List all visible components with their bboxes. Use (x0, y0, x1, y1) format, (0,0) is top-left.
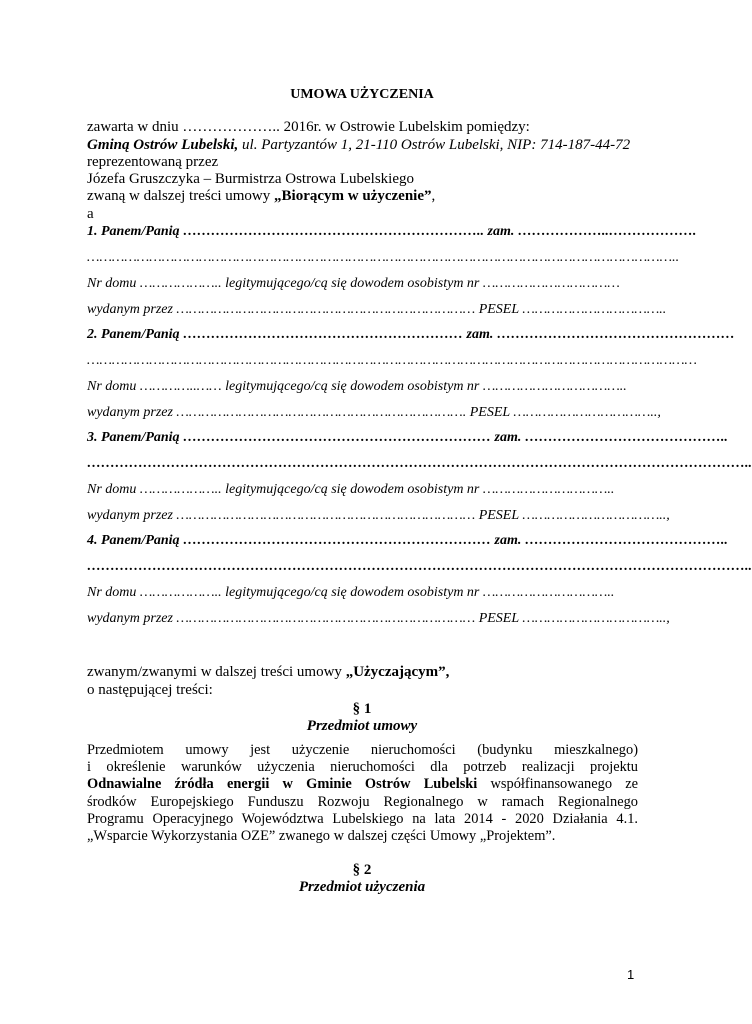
party-1-pesel-line: wydanym przez ……………………………………………………………… PESEL …………………………….. (87, 302, 667, 317)
intro-representative-line: Józefa Gruszczyka – Burmistrza Ostrowa Lubelskiego (87, 171, 414, 187)
party-3-address-line: …………………………………………………………………………………………………………………………….. (87, 456, 752, 471)
intro-and-line: a (87, 206, 94, 222)
party-2-id-line: Nr domu …………..…… legitymującego/cą się dowodem osobistym nr …………………………….. (87, 379, 627, 394)
closing-lender-line: zwanym/zwanymi w dalszej treści umowy „Użyczającym”, (87, 664, 450, 680)
section-1-heading: Przedmiot umowy (306, 718, 418, 734)
page-number: 1 (627, 967, 635, 982)
role-borrower: „Biorącym w użyczenie” (274, 188, 432, 204)
project-name: Odnawialne źródła energii w Gminie Ostrów Lubelski (87, 776, 478, 793)
party-1-id-line: Nr domu ……………….. legitymującego/cą się dowodem osobistym nr …………………………… (87, 276, 620, 291)
closing-content-line: o następującej treści: (87, 682, 213, 698)
role-prefix: zwaną w dalszej treści umowy (87, 188, 275, 204)
paragraph-line: i określenie warunków użyczenia nieruchomości dla potrzeb realizacji projektu (87, 759, 638, 776)
party-2-pesel-line: wydanym przez ……………………………………………………………. PESEL …………………………….., (87, 405, 661, 420)
paragraph-line: Odnawialne źródła energii w Gminie Ostrów Lubelski współfinansowanego ze (87, 776, 638, 793)
section-2-number: § 2 (352, 862, 372, 878)
lender-name: Gminą Ostrów Lubelski, (87, 137, 239, 153)
intro-date-line: zawarta w dniu ……………….. 2016r. w Ostrowie Lubelskim pomiędzy: (87, 119, 530, 135)
paragraph-line: „Wsparcie Wykorzystania OZE” zwanego w dalszej części Umowy „Projektem”. (87, 827, 556, 844)
party-3-id-line: Nr domu ……………….. legitymującego/cą się dowodem osobistym nr ………………………….. (87, 482, 615, 497)
party-1-address-line: …………………………………………………………………………………………………………………………….. (87, 250, 680, 265)
party-2-name-line: 2. Panem/Panią …………………………………………………… zam. …………………………………………… (87, 327, 735, 342)
party-4-address-line: …………………………………………………………………………………………………………………………….. (87, 559, 752, 574)
document-title: UMOWA UŻYCZENIA (290, 87, 434, 102)
lender-address: ul. Partyzantów 1, 21-110 Ostrów Lubelski, NIP: 714-187-44-72 (238, 137, 631, 153)
party-4-name-line: 4. Panem/Panią ………………………………………………………… zam. …………………………………….. (87, 533, 728, 548)
intro-lender-line (87, 137, 630, 154)
section-2-heading: Przedmiot użyczenia (298, 879, 426, 895)
paragraph-line: Przedmiotem umowy jest użyczenie nieruchomości (budynku mieszkalnego) (87, 742, 638, 758)
party-3-name-line: 3. Panem/Panią ………………………………………………………… zam. …………………………………….. (87, 430, 728, 445)
party-4-id-line: Nr domu ……………….. legitymującego/cą się dowodem osobistym nr ………………………….. (87, 585, 615, 600)
paragraph-line: Programu Operacyjnego Województwa Lubelskiego na lata 2014 - 2020 Działania 4.1. (87, 810, 638, 827)
party-1-name-line: 1. Panem/Panią ……………………………………………………….. zam. ………………..………………. (87, 224, 697, 239)
party-3-pesel-line: wydanym przez ……………………………………………………………… PESEL …………………………….., (87, 508, 670, 523)
role-suffix: , (431, 188, 436, 204)
section-1-paragraph (87, 742, 638, 845)
intro-represented-line: reprezentowaną przez (87, 154, 219, 170)
intro-role-line (87, 188, 435, 205)
party-4-pesel-line: wydanym przez ……………………………………………………………… PESEL …………………………….., (87, 611, 670, 626)
role-lender: „Użyczającym”, (345, 664, 450, 680)
paragraph-line: środków Europejskiego Funduszu Rozwoju Regionalnego w ramach Regionalnego (87, 793, 638, 810)
section-1-number: § 1 (352, 701, 372, 717)
party-2-address-line: ………………………………………………………………………………………………………………………………… (87, 353, 697, 368)
